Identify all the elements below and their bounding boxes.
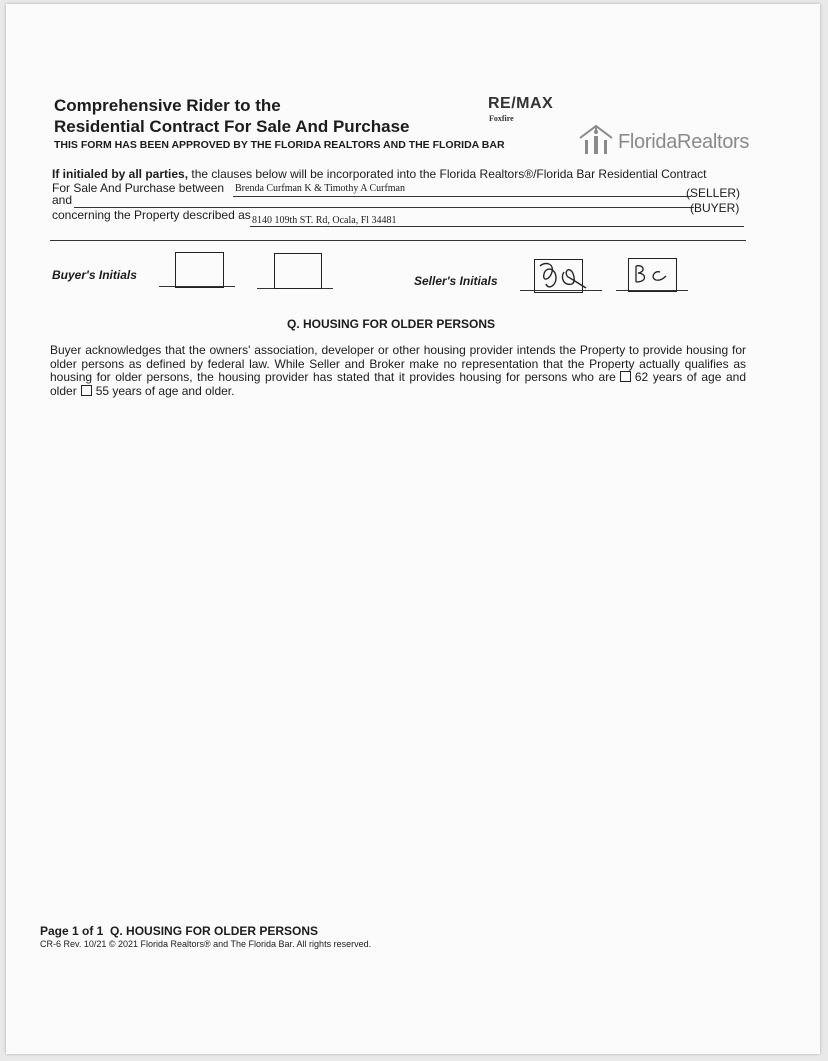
florida-realtors-logo-part2: Realtors — [677, 131, 750, 153]
option-62-label: 62 years of age and older — [50, 370, 747, 398]
property-address-field[interactable]: 8140 109th ST. Rd, Ocala, Fl 34481 — [252, 215, 397, 226]
option-62-checkbox[interactable] — [620, 371, 631, 382]
florida-realtors-logo — [618, 131, 749, 154]
florida-realtors-logo-part1: Florida — [618, 131, 678, 153]
footer-section-title: Q. HOUSING FOR OLDER PERSONS — [110, 924, 319, 938]
footer-copyright: CR-6 Rev. 10/21 © 2021 Florida Realtors® and The Florida Bar. All rights reserved. — [40, 939, 372, 949]
seller1-signature-mark — [530, 254, 600, 302]
property-underline — [250, 226, 744, 227]
footer-page-info — [40, 924, 318, 938]
seller-name-field[interactable]: Brenda Curfman K & Timothy A Curfman — [235, 183, 405, 194]
intro-bold: If initialed by all parties, — [52, 167, 189, 181]
clause-body — [50, 344, 746, 398]
option-55-label: 55 years of age and older. — [95, 383, 235, 398]
seller-initials-label: Seller's Initials — [414, 274, 498, 288]
document-page — [6, 4, 820, 1054]
sale-between-prefix: For Sale And Purchase between — [52, 181, 225, 195]
buyer2-initials-box[interactable] — [274, 253, 322, 289]
buyer1-initials-box[interactable] — [175, 252, 224, 288]
approval-notice: THIS FORM HAS BEEN APPROVED BY THE FLORIDA REALTORS AND THE FLORIDA BAR — [54, 139, 505, 151]
intro-rest: the clauses below will be incorporated into the Florida Realtors®/Florida Bar Residential Contract — [188, 167, 707, 181]
remax-logo: RE/MAX — [488, 95, 554, 112]
remax-office-name: Foxfire — [489, 114, 514, 123]
property-prefix: concerning the Property described as — [52, 208, 251, 222]
option-55-checkbox[interactable] — [81, 385, 92, 396]
and-label: and — [52, 193, 73, 207]
form-title-line2: Residential Contract For Sale And Purchase — [54, 117, 410, 136]
house-icon — [576, 122, 616, 158]
section-divider — [50, 240, 746, 241]
clause-body-text: Buyer acknowledges that the owners' association, developer or other housing provider intends the Property to provide housing for older persons as defined by federal law. While Seller and Broker make no representation that the Property actually qualifies as housing for older persons, the housing provider has stated that it provides housing for persons who are — [50, 343, 746, 384]
buyer-initials-label: Buyer's Initials — [52, 268, 137, 282]
seller-label: (SELLER) — [686, 186, 741, 200]
intro-line — [52, 167, 706, 181]
seller2-signature-mark — [630, 260, 674, 288]
form-title-line1: Comprehensive Rider to the — [54, 96, 281, 115]
buyer-label: (BUYER) — [690, 201, 740, 215]
seller-underline — [233, 196, 691, 197]
clause-heading: Q. HOUSING FOR OLDER PERSONS — [287, 317, 496, 331]
footer-page-number: Page 1 of 1 — [40, 924, 104, 938]
